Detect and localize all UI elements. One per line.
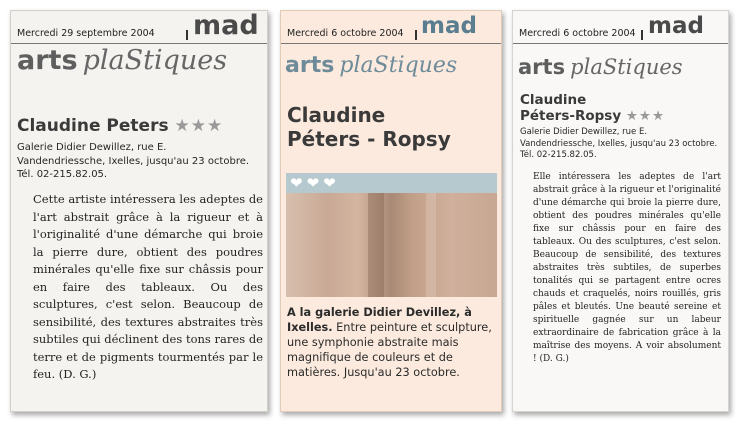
section-rubric: arts plaStiques bbox=[518, 55, 683, 79]
section-rubric: arts plaStiques bbox=[285, 53, 458, 78]
article-title: Claudine Péters - Ropsy bbox=[287, 103, 451, 151]
mad-logo: mad bbox=[421, 13, 477, 39]
rating-stars: ★★★ bbox=[174, 116, 224, 136]
newspaper-clipping-1 bbox=[10, 10, 268, 412]
newspaper-clipping-2 bbox=[280, 10, 502, 412]
article-body: Elle intéressera les adeptes de l'art abstrait grâce à la rigueur et l'originalité d'une démarche qui broie la pierre dure, obtient des poudres minérales qu'elle fixe sur châssis pour en faire des tableaux. Ou des sculptures, c'est selon. Beaucoup de sensibilité, des textures abstraites très subtiles, de superbes tonalités qui se partagent entre ocres chauds et craquelés, noirs rouillés, gris pâles et bleutés. Une beauté sereine et spirituelle gagnée sur un labeur extraordinaire de fabrication grâce à la maîtrise des moyens. A voir absolument ! (D. G.) bbox=[533, 172, 721, 364]
rating-stars: ★★★ bbox=[625, 108, 666, 124]
publication-date: Mercredi 29 septembre 2004 bbox=[17, 28, 155, 39]
mad-logo: mad bbox=[193, 10, 259, 41]
header-separator bbox=[415, 30, 417, 40]
venue-info: Galerie Didier Dewillez, rue E. Vandendriessche, Ixelles, jusqu'au 23 octobre. Tél. 02-215.82.05. bbox=[17, 142, 250, 180]
venue-info: Galerie Didier Dewillez, rue E. Vandendriessche, Ixelles, jusqu'au 23 octobre. Tél. 02-215.82.05. bbox=[520, 127, 718, 160]
mad-logo: mad bbox=[648, 13, 704, 39]
header-separator bbox=[186, 30, 188, 40]
clipping-header bbox=[281, 11, 501, 44]
publication-date: Mercredi 6 octobre 2004 bbox=[519, 28, 636, 39]
header-separator bbox=[641, 30, 643, 40]
section-rubric: arts plaStiques bbox=[17, 45, 228, 76]
newspaper-clipping-3 bbox=[512, 10, 729, 412]
photo-caption: A la galerie Didier Devillez, à Ixelles. Entre peinture et sculpture, une symphonie abstraite mais magnifique de couleurs et de matières. Jusqu'au 23 octobre. bbox=[287, 306, 492, 379]
article-title: Claudine Péters-Ropsy ★★★ bbox=[520, 92, 666, 124]
rating-hearts: ❤❤❤ bbox=[286, 173, 497, 193]
publication-date: Mercredi 6 octobre 2004 bbox=[287, 28, 404, 39]
article-body: Cette artiste intéressera les adeptes de l'art abstrait grâce à la rigueur et à l'originalité d'une démarche qui broie la pierre dure, obtient des poudres minérales qu'elle fixe sur châssis pour en faire des tableaux. Ou des sculptures, c'est selon. Beaucoup de sensibilité, des textures abstraites très subtiles qui déclinent des tons rares de terre et de pigments tourmentés par le feu. (D. G.) bbox=[33, 192, 263, 381]
article-title: Claudine Peters ★★★ bbox=[17, 116, 224, 136]
clipping-header bbox=[11, 11, 267, 44]
clipping-header bbox=[513, 11, 728, 44]
